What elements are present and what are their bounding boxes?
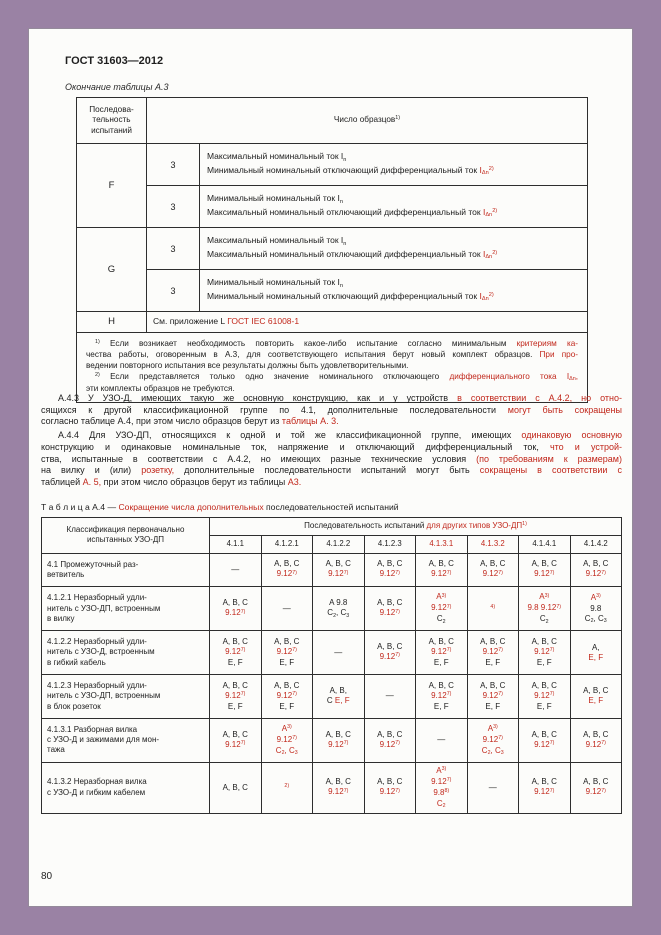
text-segment: A, B, C [583,686,609,696]
text-segment: 9.12$^{7)}$ [379,608,400,618]
table-cell [313,762,365,813]
text-segment: A, B, C [222,637,248,647]
table-cell [261,587,313,631]
text-segment: Максимальный номинальный ток $I_n$ [207,235,347,247]
table-a3 [76,97,588,403]
text-segment: 4.1.2.3 [377,539,402,549]
text-segment: 9.12$^{7)}$ [328,787,349,797]
text-segment: 4.1.3.1 [429,539,454,549]
text-segment: дополнительные последовательности испытаний могут быть [174,465,480,476]
header-sequence-span [210,517,622,536]
text-segment: A, B, C [531,729,557,739]
table-row [77,270,588,312]
text-segment: — [488,782,497,792]
table-cell [313,587,365,631]
text-segment: A, B, C [274,559,300,569]
text-segment: — [231,564,240,574]
table-row [77,144,588,186]
text-segment: $I_{\Delta n}^{2)}$ [482,206,498,219]
column-header [416,536,468,554]
row-label: 4.1.2.2 Неразборный удли- нитель с УЗО-Д, встроенным в гибкий кабель [42,631,210,675]
text-segment: таблицы А. 3. [281,416,339,427]
table-cell [210,631,262,675]
text-segment: Минимальный номинальный отключающий дифференциальный ток [207,290,480,301]
row-label: 4.1.2.1 Неразборный удли- нитель с УЗО-ДП, встроенным в вилку [42,587,210,631]
table-cell [364,718,416,762]
text-segment: E, F [536,701,552,711]
text-segment: 9.12$^{7)}$ [585,787,606,797]
text-segment: $A^{3)}$ [281,723,292,733]
test-description [200,228,588,270]
text-segment: последовательностей испытаний [263,501,399,512]
table-cell [364,675,416,719]
row-label: 4.1 Промежуточный раз- ветвитель [42,553,210,587]
text-segment: Минимальный номинальный ток $I_n$ [207,277,343,289]
text-segment: A, B, C [583,777,609,787]
text-segment: 9.12$^{7)}$ [431,647,452,657]
table-cell [364,762,416,813]
table-cell [519,587,571,631]
text-segment: одинаковую основную [521,430,622,441]
text-segment: 9.8 [590,603,602,613]
column-header [364,536,416,554]
table-cell [570,631,622,675]
text-segment: при этом число образцов берут из таблицы [101,476,288,487]
table-cell [467,587,519,631]
text-segment: $A^{3)}$ [436,592,447,602]
table-cell [210,718,262,762]
text-segment: A, B, C [377,559,403,569]
text-segment: ведении повторного испытания все результаты должны быть удовлетворительными. [86,361,409,371]
text-segment: A, B, C [583,729,609,739]
text-segment: сокращены в соответствии с [479,465,622,476]
table-cell [261,675,313,719]
text-segment: E, F [588,696,604,706]
text-segment: 9.12$^{7)}$ [482,569,503,579]
text-segment: A, B, C [377,598,403,608]
text-segment: для других типов УЗО-ДП$^{1)}$ [426,520,527,530]
text-segment: A, B, C [531,680,557,690]
text-segment: A, B, C [274,680,300,690]
column-header [210,536,262,554]
text-segment: E, F [588,652,604,662]
text-segment: эти комплекты образцов не требуются. [86,383,235,393]
table-cell [364,631,416,675]
text-segment: Максимальный номинальный ток $I_n$ [207,151,347,163]
sequence-letter: G [77,228,147,312]
text-segment: 9.12$^{7)}$ [534,739,555,749]
text-segment: A, B, C [531,559,557,569]
test-description [200,144,588,186]
text-segment: А. 5, [82,476,102,487]
text-segment: 9.12$^{7)}$ [534,787,555,797]
table-cell [416,762,468,813]
text-segment: 9.12$^{7)}$ [431,776,452,786]
text-segment: 9.12$^{7)}$ [276,690,297,700]
table-row [42,587,622,631]
text-segment: могут быть сокращены [507,404,622,415]
table-row [77,186,588,228]
table-row [42,553,622,587]
row-label: 4.1.2.3 Неразборный удли- нитель с УЗО-ДП, встроенным в блок розеток [42,675,210,719]
table-a4 [41,517,622,814]
text-segment: A, B, C [583,559,609,569]
text-segment: А.4.4 Для УЗО-ДП, относящихся к одной и той же классификационной группе, имеющих [58,430,522,441]
text-segment: А.4.3 У УЗО-Д, имеющих такую же основную конструкцию, как и у устройств [58,393,458,403]
table-header-row [77,98,588,144]
sample-count: 3 [147,270,200,312]
text-segment: дифференциального тока $I_{\Delta n}$, [449,371,579,383]
text-segment: $I_{\Delta n}^{2)}$ [479,290,494,303]
text-segment: 9.12$^{7)}$ [379,739,400,749]
table-row [42,762,622,813]
sample-count: 3 [147,228,200,270]
table-a4-caption [41,502,622,512]
table-cell [570,587,622,631]
text-segment: 9.12$^{7)}$ [482,647,503,657]
text-segment: 9.8$^{8)}$ [433,787,450,797]
text-segment: $I_{\Delta n}^{2)}$ [479,164,494,177]
text-segment: $C_2$, $C_3$ [275,745,298,757]
column-header [261,536,313,554]
table-cell [210,587,262,631]
text-segment: конструкцию и одинаковые номинальные ток, напряжение и отключающий дифференциальный ток, [41,441,550,452]
text-segment: 4.1.2.1 [274,539,299,549]
sample-count: 3 [147,144,200,186]
text-segment: A, B, C [428,680,454,690]
text-segment: A, B, [329,686,347,696]
table-cell [313,675,365,719]
text-segment: 4.1.3.2 [480,539,505,549]
table-cell [467,762,519,813]
text-segment: — [437,735,446,745]
text-segment: $C_2$, $C_3$ [327,608,350,619]
text-segment: 9.12$^{7)}$ [379,569,400,579]
paragraph [41,430,622,489]
table-cell [467,675,519,719]
text-segment: E, F [334,696,350,706]
text-segment: $I_{\Delta n}^{2)}$ [482,248,498,261]
header-test-sequence: Последова- тельность испытаний [77,98,147,144]
text-segment: 4.1.2.2 [326,539,351,549]
text-segment: $C_2$, $C_3$ [481,745,504,757]
table-cell [416,631,468,675]
text-segment: $C_2$ [539,614,549,625]
text-segment: 9.12$^{7)}$ [585,739,606,749]
text-segment: Минимальный номинальный отключающий дифференциальный ток [207,164,480,175]
table-cell [313,718,365,762]
text-segment: 9.12$^{7)}$ [328,739,349,749]
table-cell [519,762,571,813]
text-segment: A, B, C [222,680,248,690]
text-segment: A, B, C [531,777,557,787]
table-cell [467,631,519,675]
sequence-letter: H [77,312,147,333]
text-segment: A, B, C [480,680,506,690]
table-cell [416,718,468,762]
text-segment: Максимальный номинальный отключающий дифференциальный ток [207,248,483,259]
text-segment: 9.12$^{7)}$ [276,569,297,579]
table-a3-caption: Окончание таблицы А.3 [65,82,169,92]
text-segment: таблицей [41,476,83,487]
text-segment: C [326,696,335,706]
text-segment: согласно таблице А.4, при этом число образцов берут из [41,416,282,427]
text-segment: E, F [227,658,243,668]
text-segment: A, B, C [480,637,506,647]
table-cell [570,553,622,587]
table-row [42,718,622,762]
table-cell [467,718,519,762]
text-segment: $^{1)}$ Если возникает необходимость повторить какое-либо испытание согласно минимальным [95,338,517,348]
header-sample-count: Число образцов$^{1)}$ [147,98,588,144]
text-segment: E, F [485,701,501,711]
text-segment: $A^{3)}$ [590,592,601,602]
text-segment: 9.12$^{7)}$ [379,787,400,797]
text-segment: При про- [539,350,578,360]
table-cell [570,675,622,719]
text-segment: A, B, C [377,729,403,739]
text-segment: Сокращение числа дополнительных [118,501,264,512]
row-label: 4.1.3.1 Разборная вилка с УЗО-Д и зажимами для мон- тажа [42,718,210,762]
table-cell [519,553,571,587]
text-segment: A, B, C [325,729,351,739]
table-row [77,228,588,270]
text-segment: что и устрой- [549,441,622,452]
text-segment: сящихся к другой классификационной группе по 4.1, дополнительные последовательности [41,404,508,415]
text-segment: ГОСТ IEC 61008-1 [227,316,300,326]
text-segment: A, B, C [222,729,248,739]
text-segment: — [385,691,394,701]
text-segment: A, B, C [377,642,403,652]
text-segment: A, B, C [222,782,248,792]
text-segment: 9.12$^{7)}$ [225,739,246,749]
text-segment: 2) [284,782,290,789]
text-segment: — [282,603,291,613]
text-segment: A, B, C [377,777,403,787]
column-header [467,536,519,554]
text-segment: Т а б л и ц а А.4 — [41,501,119,512]
text-segment: A 9.8 [329,598,348,608]
text-segment: 4.1.4.2 [583,539,608,549]
table-cell [416,675,468,719]
column-header [519,536,571,554]
table-cell [261,631,313,675]
table-cell [467,553,519,587]
text-segment: 9.12$^{7)}$ [534,647,555,657]
table-cell [416,553,468,587]
table-cell [364,553,416,587]
text-segment: А3. [287,476,302,487]
row-label: 4.1.3.2 Неразборная вилка с УЗО-Д и гибким кабелем [42,762,210,813]
text-segment: 9.12$^{7)}$ [534,569,555,579]
text-segment: 9.12$^{7)}$ [431,569,452,579]
text-segment: ства, испытанные в соответствии с А.4.2, но имеющих разные технические условия [41,453,477,464]
text-segment: 9.12$^{7)}$ [482,690,503,700]
document-title: ГОСТ 31603—2012 [65,55,164,67]
table-row [42,675,622,719]
document-page [28,28,633,907]
text-segment: 9.12$^{7)}$ [276,647,297,657]
text-segment: E, F [433,701,449,711]
table-cell [416,587,468,631]
body-content [41,393,622,814]
text-segment: — [334,647,343,657]
table-cell [261,553,313,587]
table-cell [313,553,365,587]
text-segment: $A^{3)}$ [487,723,498,733]
text-segment: A, B, C [274,637,300,647]
text-segment: критериям ка- [516,338,578,348]
table-cell [210,553,262,587]
table-cell [570,718,622,762]
paragraph [41,393,622,428]
text-segment: Последовательность испытаний [304,520,427,530]
text-segment: A, B, C [480,559,506,569]
text-segment: E, F [536,658,552,668]
table-cell [261,762,313,813]
text-segment: в соответствии с А.4.2, но отно- [457,393,622,403]
text-segment: 9.8 9.12$^{7)}$ [527,603,562,613]
text-segment: 9.12$^{7)}$ [482,734,503,744]
table-cell [210,675,262,719]
text-segment: 9.12$^{7)}$ [585,569,606,579]
table-cell [519,718,571,762]
text-segment: 4.1.4.1 [532,539,557,549]
text-segment: $C_2$ [436,798,446,810]
text-segment: 9.12$^{7)}$ [379,652,400,662]
table-cell [210,762,262,813]
sequence-letter: F [77,144,147,228]
text-segment: Минимальный номинальный ток $I_n$ [207,193,343,205]
table-cell [364,587,416,631]
text-segment: $A^{3)}$ [539,592,550,602]
text-segment: розетку, [141,465,175,476]
text-segment: A, B, C [531,637,557,647]
table-cell [570,762,622,813]
text-segment: 9.12$^{7)}$ [276,734,297,744]
test-description [200,186,588,228]
text-segment: $C_2$, $C_3$ [584,613,607,625]
header-classification: Классификация первоначально испытанных УЗО-ДП [42,517,210,553]
table-cell [261,718,313,762]
text-segment: См. приложение L [153,316,228,326]
text-segment: A, [591,642,600,652]
text-segment: Максимальный номинальный отключающий дифференциальный ток [207,206,483,217]
text-segment: E, F [279,701,295,711]
test-description [200,270,588,312]
text-segment: A, B, C [325,559,351,569]
table-row [42,631,622,675]
text-segment: 4.1.1 [226,539,244,549]
text-segment: E, F [279,658,295,668]
text-segment: 9.12$^{7)}$ [225,608,246,618]
sample-count: 3 [147,186,200,228]
body-paragraphs [41,393,622,489]
text-segment: A, B, C [428,637,454,647]
table-cell [519,631,571,675]
text-segment: $C_2$ [436,614,446,625]
table-header-row [42,517,622,536]
table-cell [519,675,571,719]
text-segment: 4) [490,603,496,610]
text-segment: A, B, C [325,777,351,787]
column-header [570,536,622,554]
text-segment: 9.12$^{7)}$ [225,690,246,700]
text-segment: E, F [485,658,501,668]
text-segment: (по требованиям к размерам) [476,453,622,464]
table-cell [313,631,365,675]
page-number: 80 [41,871,53,882]
text-segment: E, F [227,701,243,711]
text-segment: 9.12$^{7)}$ [225,647,246,657]
text-segment: чества работы, оговоренным в А.3, для соответствующего испытания берут новый комплект образцов. [86,350,540,360]
text-segment: A, B, C [222,598,248,608]
text-segment: 9.12$^{7)}$ [431,603,452,613]
text-segment: $^{2)}$ Если представляется только одно значение номинального отключающего [95,371,450,381]
text-segment: $A^{3)}$ [436,765,447,775]
text-segment: 9.12$^{7)}$ [328,569,349,579]
table-row [77,312,588,333]
text-segment: E, F [433,658,449,668]
text-segment: 9.12$^{7)}$ [431,690,452,700]
column-header [313,536,365,554]
text-segment: на вилку и (или) [41,465,142,476]
text-segment: A, B, C [428,559,454,569]
text-segment: 9.12$^{7)}$ [534,690,555,700]
test-description [147,312,588,333]
